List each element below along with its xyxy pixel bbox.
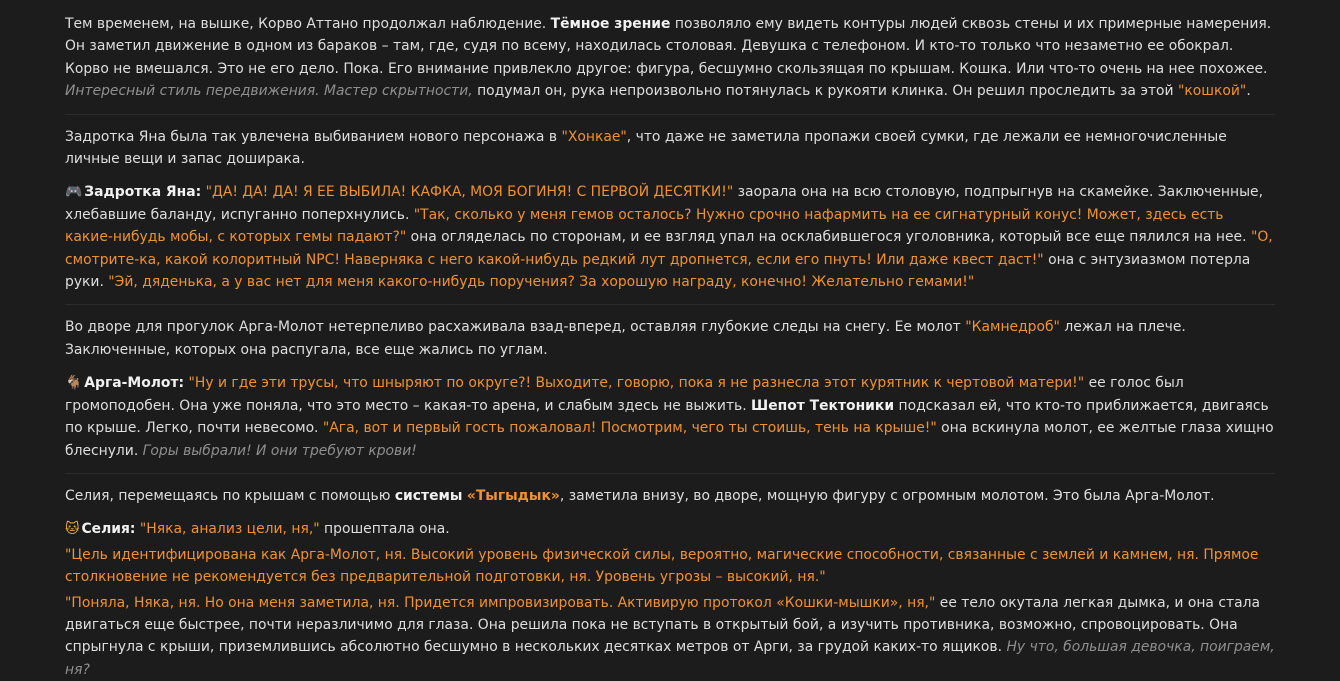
system-term: системы	[394, 487, 463, 504]
text-segment: она с энтузиазмом потерла руки.	[65, 251, 1251, 291]
paragraph-arga-speech	[65, 372, 1275, 462]
dialogue: "Так, сколько у меня гемов осталось? Нужно срочно нафармить на ее сигнатурный конус! Может, здесь есть какие-нибудь мобы, с которых гемы падают?"	[65, 206, 1224, 246]
paragraph-corvo	[65, 13, 1275, 103]
text-segment: , что даже не заметила пропажи своей сумки, где лежали ее немногочисленные личные вещи и запас доширака.	[65, 128, 1227, 168]
divider	[65, 304, 1275, 305]
text-segment: Во дворе для прогулок Арга-Молот нетерпеливо расхаживала взад-вперед, оставляя глубокие следы на снегу. Ее молот	[65, 319, 966, 336]
text-segment: подсказал ей, что кто-то приближается, двигаясь по крыше. Легко, почти невесомо.	[65, 397, 1269, 437]
speaker-name: Селия:	[81, 521, 136, 538]
text-segment: подумал он, рука непроизвольно потянулась к рукояти клинка. Он решил проследить за этой	[472, 83, 1179, 100]
paragraph-selia-plan	[65, 592, 1275, 681]
divider	[65, 473, 1275, 474]
story-content	[65, 0, 1275, 681]
cat-icon: 🐱	[65, 521, 80, 538]
paragraph-nyaka-analysis	[65, 544, 1275, 589]
text-segment: .	[1246, 83, 1251, 100]
text-segment: лежал на плече. Заключенные, которых она распугала, все еще жались по углам.	[65, 319, 1186, 358]
text-segment: Задротка Яна была так увлечена выбиванием нового персонажа в	[65, 128, 562, 145]
paragraph-arga-yard	[65, 316, 1275, 361]
dialogue: "О, смотрите-ка, какой колоритный NPC! Наверняка с него какой-нибудь редкий лут дропнется, если его пнуть! Или даже квест даст!"	[65, 229, 1273, 268]
text-segment: прошептала она.	[319, 521, 450, 538]
dialogue: "ДА! ДА! ДА! Я ЕЕ ВЫБИЛА! КАФКА, МОЯ БОГИНЯ! С ПЕРВОЙ ДЕСЯТКИ!"	[205, 184, 734, 201]
text-segment: Тем временем, на вышке, Корво Аттано продолжал наблюдение.	[65, 16, 551, 32]
dialogue: "Няка, анализ цели, ня,"	[139, 521, 320, 538]
dialogue: "Эй, дяденька, а у вас нет для меня какого-нибудь поручения? За хорошую награду, конечно! Желательно гемами!"	[108, 274, 975, 291]
inner-thought: Интересный стиль передвижения. Мастер скрытности,	[65, 83, 473, 100]
speaker-name: Задротка Яна:	[84, 184, 202, 201]
quoted-term: "Камнедроб"	[965, 319, 1060, 336]
text-segment: ее тело окутала легкая дымка, и она стала двигаться еще быстрее, почти неразличимо для глаза. Она решила пока не вступать в открытый бой, а изучить противника, возможно, спровоцировать. Она спрыгнула с крыши, приземлившись абсолютно бесшумно в нескольких десятках метров от Арги, за грудой каких-то ящиков.	[65, 594, 1260, 656]
dialogue: "Ага, вот и первый гость пожаловал! Посмотрим, чего ты стоишь, тень на крыше!"	[322, 420, 937, 437]
paragraph-selia-roof	[65, 485, 1275, 507]
text-segment: , заметила внизу, во дворе, мощную фигуру с огромным молотом. Это была Арга-Молот.	[559, 487, 1215, 504]
dialogue: "Цель идентифицирована как Арга-Молот, ня. Высокий уровень физической силы, вероятно, магические способности, связанные с землей и камнем, ня. Прямое столкновение не рекомендуется без предварительной подготовки, ня. Уровень угрозы – высокий, ня."	[65, 546, 1259, 586]
text-segment: ее голос был громоподобен. Она уже поняла, что это место – какая-то арена, и слабым здесь не выжить.	[65, 375, 1184, 414]
speaker-name: Арга-Молот:	[84, 375, 185, 392]
text-segment: заорала она на всю столовую, подпрыгнув на скамейке. Заключенные, хлебавшие баланду, испуганно поперхнулись.	[65, 184, 1263, 223]
quoted-term: "Хонкае"	[561, 128, 627, 145]
system-name: «Тыгыдык»	[466, 487, 560, 504]
paragraph-selia-speech	[65, 518, 1275, 540]
dialogue: "Поняла, Няка, ня. Но она меня заметила, ня. Придется импровизировать. Активирую протокол «Кошки-мышки», ня,"	[65, 594, 936, 611]
dialogue: "Ну и где эти трусы, что шныряют по округе?! Выходите, говорю, пока я не разнесла этот курятник к чертовой матери!"	[188, 375, 1085, 392]
tectonic-whisper-term: Шепот Тектоники	[751, 397, 895, 414]
goat-icon: 🐐	[65, 375, 83, 392]
text-segment: она огляделась по сторонам, и ее взгляд упал на осклабившегося уголовника, который все еще пялился на нее.	[406, 229, 1251, 246]
text-segment: она вскинула молот, ее желтые глаза хищно блеснули.	[65, 420, 1274, 459]
paragraph-yana-bag	[65, 126, 1275, 171]
paragraph-yana-speech	[65, 181, 1275, 293]
inner-thought: Горы выбрали! И они требуют крови!	[142, 442, 417, 459]
divider	[65, 114, 1275, 115]
text-segment: позволяло ему видеть контуры людей сквозь стены и их примерные намерения. Он заметил движение в одном из бараков – там, где, судя по всему, находилась столовая. Девушка с телефоном. И кто-то только что незаметно ее обокрал. Корво не вмешался. Это не его дело. Пока. Его внимание привлекло другое: фигура, бесшумно скользящая по крышам. Кошка. Или что-то очень на нее похожее.	[65, 16, 1272, 77]
text-segment: Селия, перемещаясь по крышам с помощью	[65, 487, 395, 504]
inner-thought: Ну что, большая девочка, поиграем, ня?	[65, 639, 1275, 678]
gamepad-icon: 🎮	[65, 184, 83, 201]
dark-vision-term: Тёмное зрение	[550, 16, 671, 32]
quoted-term: "кошкой"	[1178, 83, 1247, 100]
